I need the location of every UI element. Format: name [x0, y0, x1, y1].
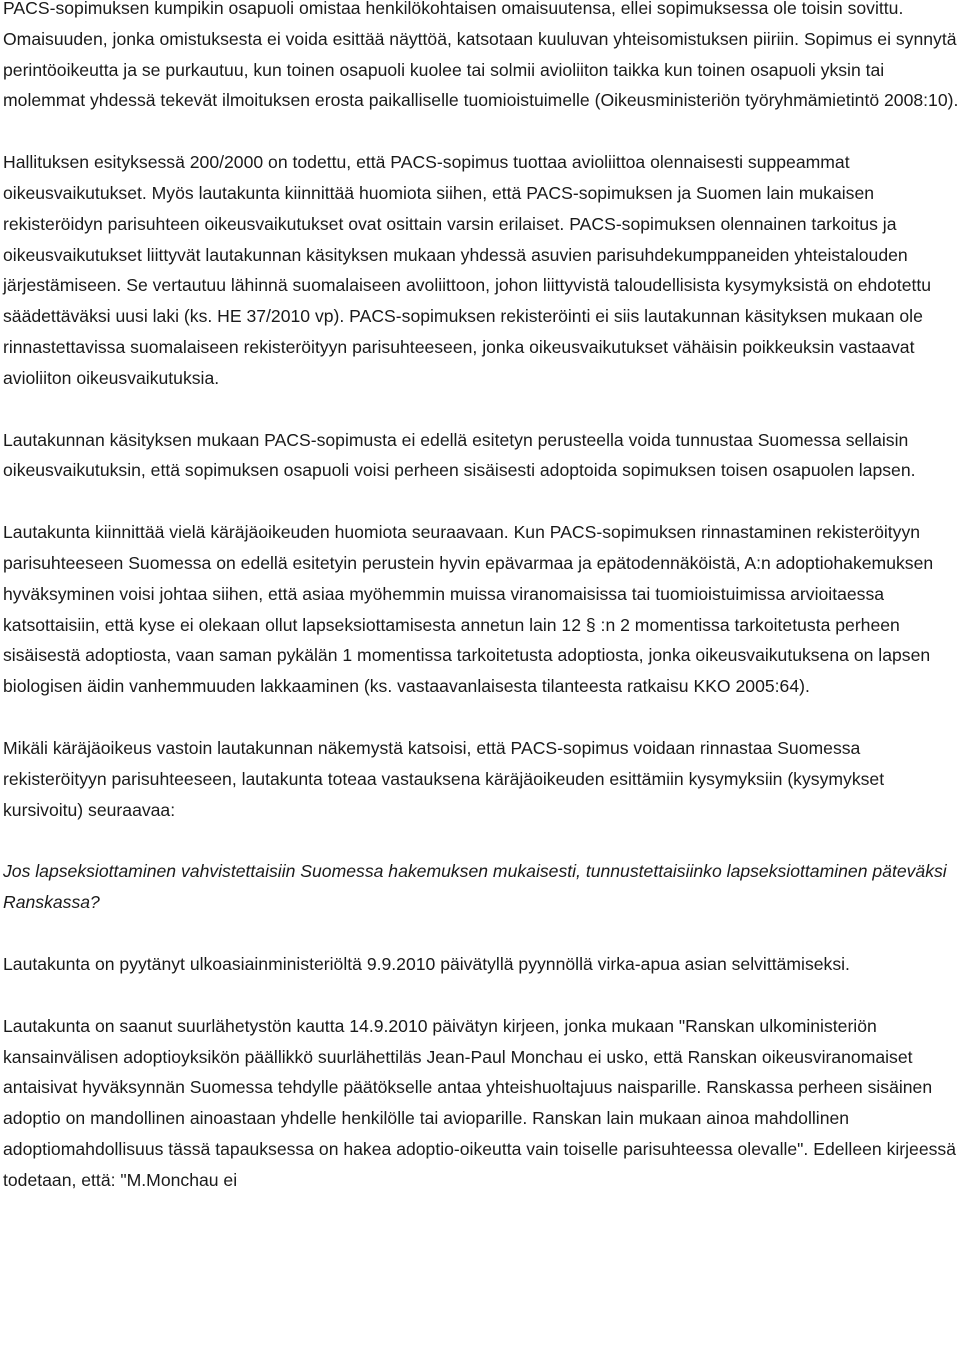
text-segment: Lautakunta kiinnittää vielä käräjäoikeuden huomiota seuraavaan. — [3, 522, 509, 543]
text-segment: Sopimus ei synnytä perintöoikeutta ja se purkautuu, kun toinen osapuoli kuolee tai solmii avioliiton taikka kun toinen osapuoli yksin tai molemmat yhdessä tekevät ilmoituksen erosta paikalliselle tuomioistuimelle (Oikeusministeriön työryhmämietintö 2008:10). — [3, 28, 959, 111]
text-segment: PACS-sopimuksen olennainen tarkoitus ja oikeusvaikutukset liittyvät lautakunnan käsityksen mukaan yhdessä asuvien parisuhdekumppaneiden yhteistalouden järjestämiseen. — [3, 213, 908, 296]
text-segment: Lautakunta on saanut suurlähetystön kautta 14.9.2010 päivätyn kirjeen, jonka mukaan "Ranskan ulkoministeriön kansainvälisen adoptioyksikön päällikkö suurlähettiläs Jean-Paul Monchau ei usko, että Ranskan oikeusviranomaiset antaisivat hyväksynnän Suomessa tehdylle päätökselle antaa yhteishuoltajuus naisparille. — [3, 1015, 913, 1098]
paragraph-ministry-request — [3, 949, 960, 980]
paragraph-embassy-letter — [3, 1011, 960, 1196]
text-segment: Lautakunnan käsityksen mukaan PACS-sopimusta ei edellä esitetyn perusteella voida tunnustaa Suomessa sellaisin oikeusvaikutuksin, että sopimuksen osapuoli voisi perheen sisäisesti adoptoida sopimuksen toisen osapuolen lapsen. — [3, 429, 916, 481]
paragraph-board-opinion — [3, 425, 960, 487]
paragraph-italic-question — [3, 856, 960, 918]
text-segment: Se vertautuu lähinnä suomalaiseen avoliittoon, johon liittyvistä taloudellisista kysymyksistä on ehdotettu säädettäväksi uusi laki (ks. HE 37/2010 vp). — [3, 275, 932, 327]
text-segment: Jos lapseksiottaminen vahvistettaisiin Suomessa hakemuksen mukaisesti, tunnustettaisiinko lapseksiottaminen päteväksi Ranskassa? — [3, 861, 947, 913]
text-segment: Lautakunta on pyytänyt ulkoasiainministeriöltä 9.9.2010 päivätyllä pyynnöllä virka-apua asian selvittämiseksi. — [3, 953, 850, 974]
text-segment: Hallituksen esityksessä 200/2000 on todettu, että PACS-sopimus tuottaa avioliittoa olennaisesti suppeammat oikeusvaikutukset. — [3, 152, 850, 203]
text-segment: Mikäli käräjäoikeus vastoin lautakunnan näkemystä katsoisi, että PACS-sopimus voidaan rinnastaa Suomessa rekisteröityyn parisuhteeseen, lautakunta toteaa vastauksena käräjäoikeuden esittämiin kysymyksiin (kysymykset kursivoitu) seuraavaa: — [3, 737, 885, 820]
paragraph-questions-intro — [3, 733, 960, 825]
text-segment: Kun PACS-sopimuksen rinnastaminen rekisteröityyn parisuhteeseen Suomessa on edellä esitetyin perustein hyvin epävarmaa ja epätodennäköistä, A:n adoptiohakemuksen hyväksyminen voisi johtaa siihen, että asiaa myöhemmin muissa viranomaisissa tai tuomioistuimissa arvioitaessa katsottaisiin, että kyse ei olekaan ollut lapseksiottamisesta annetun lain 12 § :n 2 momentissa tarkoitetusta perheen sisäisestä adoptiosta, vaan saman pykälän 1 momentissa tarkoitetusta adoptiosta, jonka oikeusvaikutuksena on lapsen biologisen äidin vanhemmuuden lakkaaminen (ks. vastaavanlaisesta tilanteesta ratkaisu KKO 2005:64). — [3, 522, 934, 697]
text-segment: Edelleen kirjeessä todetaan, että: "M.Monchau ei — [3, 1138, 957, 1190]
paragraph-pacs-property — [3, 0, 960, 116]
paragraph-court-attention — [3, 517, 960, 702]
text-segment: Ranskan lain mukaan ainoa mahdollinen adoptiomahdollisuus tässä tapauksessa on hakea adoptio-oikeutta vain toiselle parisuhteessa olevalle". — [3, 1108, 850, 1159]
text-segment: Myös lautakunta kiinnittää huomiota siihen, että PACS-sopimuksen ja Suomen lain mukaisen rekisteröidyn parisuhteen oikeusvaikutukset ovat osittain varsin erilaiset. — [3, 182, 875, 234]
paragraph-government-proposal — [3, 147, 960, 393]
text-segment: Ranskassa perheen sisäinen adoptio on mandollinen ainoastaan yhdelle henkilölle tai avioparille. — [3, 1077, 933, 1129]
text-segment: PACS-sopimuksen kumpikin osapuoli omistaa henkilökohtaisen omaisuutensa, ellei sopimuksessa ole toisin sovittu. Omaisuuden, jonka omistuksesta ei voida esittää näyttöä, katsotaan kuuluvan yhteisomistuksen piiriin. — [3, 0, 904, 49]
document-page — [3, 0, 960, 1227]
text-segment: PACS-sopimuksen rekisteröinti ei siis lautakunnan käsityksen mukaan ole rinnastettavissa suomalaiseen rekisteröityyn parisuhteeseen, jonka oikeusvaikutukset vähäisin poikkeuksin vastaavat avioliiton oikeusvaikutuksia. — [3, 306, 923, 388]
